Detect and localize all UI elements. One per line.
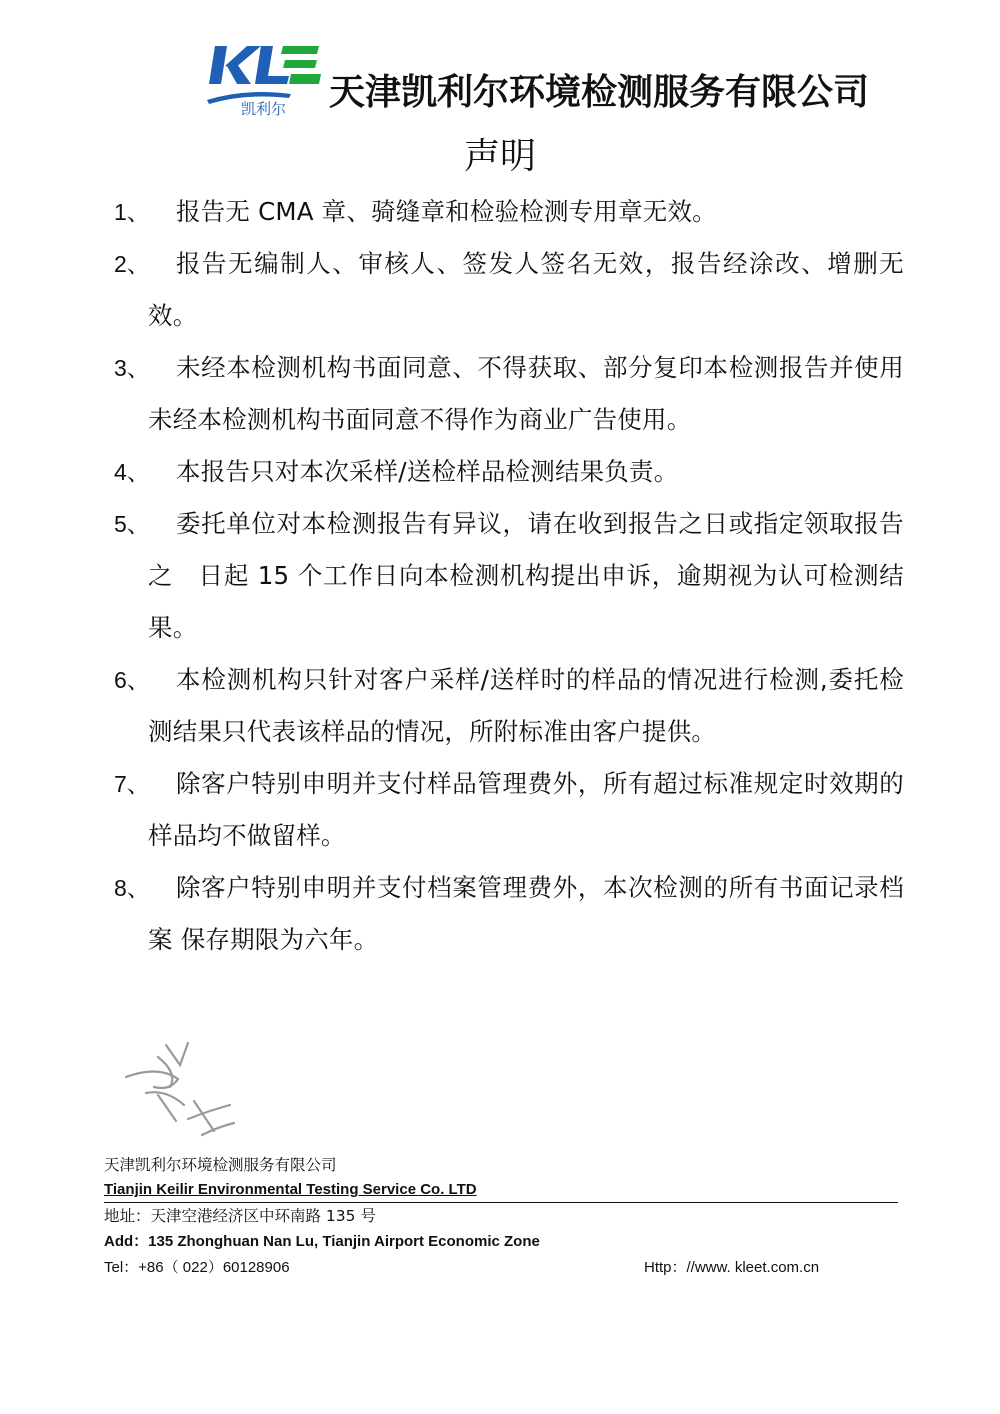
item-text: 本检测机构只针对客户采样/送样时的样品的情况进行检测,委托检测结果只代表该样品的情况，所附标准由客户提供。 — [148, 665, 904, 746]
item-number: 3、 — [114, 355, 150, 381]
statement-item — [114, 238, 904, 342]
item-text: 本报告只对本次采样/送检样品检测结果负责。 — [176, 457, 679, 486]
footer-company-cn: 天津凯利尔环境检测服务有限公司 — [104, 1156, 337, 1174]
footer-company-en: Tianjin Keilir Environmental Testing Service Co. LTD — [104, 1178, 898, 1203]
logo-subtitle: 凯利尔 — [241, 100, 287, 116]
company-name-heading: 天津凯利尔环境检测服务有限公司 — [329, 72, 870, 113]
statement-item — [114, 186, 904, 238]
footer-contact — [104, 1255, 898, 1281]
statement-item — [114, 498, 904, 654]
footer-address-en: Add：135 Zhonghuan Nan Lu, Tianjin Airport Economic Zone — [104, 1233, 540, 1250]
statement-item — [114, 862, 904, 966]
footer-address-cn: 地址：天津空港经济区中环南路 135 号 — [104, 1207, 376, 1225]
page-title: 声明 — [463, 136, 536, 177]
item-number: 8、 — [114, 875, 150, 901]
footer — [104, 1152, 898, 1281]
footer-tel: Tel：+86（ 022）60128906 — [104, 1259, 290, 1276]
item-text: 委托单位对本检测报告有异议，请在收到报告之日或指定领取报告之 日起 15 个工作日向本检测机构提出申诉，逾期视为认可检测结果。 — [148, 509, 904, 642]
statement-item — [114, 342, 904, 446]
statement-item — [114, 446, 904, 498]
statement-item — [114, 654, 904, 758]
item-number: 5、 — [114, 511, 150, 537]
statement-item — [114, 758, 904, 862]
handwritten-signature — [118, 1035, 243, 1145]
item-text: 未经本检测机构书面同意、不得获取、部分复印本检测报告并使用未经本检测机构书面同意不得作为商业广告使用。 — [148, 353, 904, 434]
item-number: 2、 — [114, 251, 150, 277]
item-number: 1、 — [114, 199, 150, 225]
item-number: 4、 — [114, 459, 150, 485]
item-number: 7、 — [114, 771, 150, 797]
item-text: 报告无 CMA 章、骑缝章和检验检测专用章无效。 — [176, 197, 717, 226]
item-number: 6、 — [114, 667, 150, 693]
company-logo — [205, 38, 323, 116]
item-text: 除客户特别申明并支付档案管理费外，本次检测的所有书面记录档案 保存期限为六年。 — [148, 873, 904, 954]
item-text: 除客户特别申明并支付样品管理费外，所有超过标准规定时效期的样品均不做留样。 — [148, 769, 904, 850]
footer-website: Http：//www. kleet.com.cn — [644, 1259, 820, 1276]
item-text: 报告无编制人、审核人、签发人签名无效，报告经涂改、增删无效。 — [148, 249, 904, 330]
statement-list — [114, 186, 904, 966]
letterhead — [205, 38, 870, 118]
